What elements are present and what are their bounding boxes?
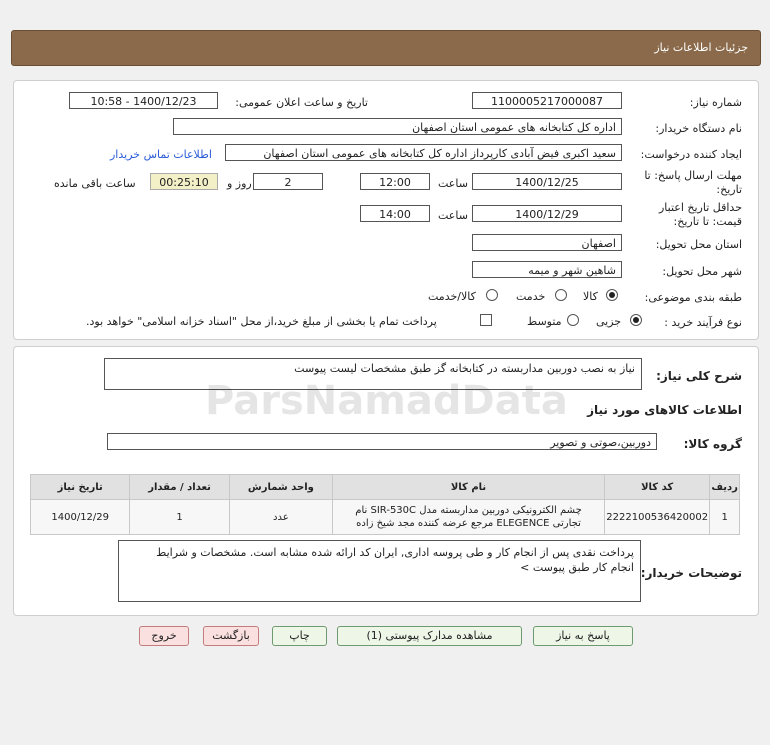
buyer-notes-field: [118, 540, 641, 602]
buyer-org-field: اداره کل کتابخانه های عمومی استان اصفهان: [173, 118, 622, 135]
col-code: کد کالا: [604, 475, 709, 500]
row-unit: عدد: [229, 500, 332, 535]
process-radio-minor[interactable]: [630, 314, 642, 326]
remaining-time-field: 00:25:10: [150, 173, 218, 190]
buyer-notes-line1: پرداخت نقدی پس از انجام کار و طی پروسه اداری, ایران کد ارائه شده مشابه است. مشخصات و شرایط: [156, 546, 634, 559]
row-code: 2222100536420002: [604, 500, 709, 535]
process-radio-medium[interactable]: [567, 314, 579, 326]
price-validity-label-2: قیمت: تا تاریخ:: [673, 215, 742, 228]
description-label: شرح کلی نیاز:: [656, 369, 742, 383]
reply-date-field: 1400/12/25: [472, 173, 622, 190]
row-index: 1: [710, 500, 740, 535]
creator-label: ایجاد کننده درخواست:: [640, 148, 742, 161]
row-name-line1: چشم الکترونیکی دوربین مداربسته مدل SIR-530C نام: [355, 505, 582, 516]
row-qty: 1: [130, 500, 229, 535]
attachments-button[interactable]: مشاهده مدارک پیوستی (1): [337, 626, 522, 646]
category-option-goods: کالا: [583, 290, 598, 303]
table-row: [31, 500, 740, 535]
payment-note: پرداخت تمام یا بخشی از مبلغ خرید،از محل "اسناد خزانه اسلامی" خواهد بود.: [86, 315, 437, 328]
remaining-label: ساعت باقی مانده: [54, 177, 136, 190]
category-option-service: خدمت: [516, 290, 546, 303]
category-option-both: کالا/خدمت: [428, 290, 476, 303]
announce-field: 1400/12/23 - 10:58: [69, 92, 218, 109]
price-time-label: ساعت: [438, 209, 468, 222]
row-name: [333, 500, 605, 535]
delivery-province-field: اصفهان: [472, 234, 622, 251]
col-name: نام کالا: [333, 475, 605, 500]
back-button[interactable]: بازگشت: [203, 626, 259, 646]
process-option-medium: متوسط: [527, 315, 562, 328]
need-number-field: 1100005217000087: [472, 92, 622, 109]
col-unit: واحد شمارش: [229, 475, 332, 500]
reply-time-field: 12:00: [360, 173, 430, 190]
delivery-city-field: شاهین شهر و میمه: [472, 261, 622, 278]
category-label: طبقه بندی موضوعی:: [644, 291, 742, 304]
col-qty: تعداد / مقدار: [130, 475, 229, 500]
goods-section-title: اطلاعات کالاهای مورد نیاز: [587, 403, 742, 417]
goods-group-field: دوربین،صوتی و تصویر: [107, 433, 657, 450]
reply-deadline-label: مهلت ارسال پاسخ: تا: [644, 169, 742, 182]
buyer-contact-link[interactable]: اطلاعات تماس خریدار: [110, 148, 212, 161]
days-field: 2: [253, 173, 323, 190]
category-radio-service[interactable]: [555, 289, 567, 301]
process-label: نوع فرآیند خرید :: [664, 316, 742, 329]
creator-field: سعید اکبری فیض آبادی کارپرداز اداره کل کتابخانه های عمومی استان اصفهان: [225, 144, 622, 161]
days-label: روز و: [227, 177, 252, 190]
buyer-org-label: نام دستگاه خریدار:: [655, 122, 742, 135]
reply-button[interactable]: پاسخ به نیاز: [533, 626, 633, 646]
description-text: نیاز به نصب دوربین مداربسته در کتابخانه گز طبق مشخصات لیست پیوست: [294, 362, 635, 375]
price-date-field: 1400/12/29: [472, 205, 622, 222]
category-radio-both[interactable]: [486, 289, 498, 301]
treasury-checkbox[interactable]: [480, 314, 492, 326]
buyer-notes-line2: انجام کار طبق پیوست >: [520, 561, 634, 574]
price-time-field: 14:00: [360, 205, 430, 222]
page-title: جزئیات اطلاعات نیاز: [654, 41, 748, 54]
row-name-line2: تجارتی ELEGENCE مرجع عرضه کننده مجد شیخ زاده: [356, 518, 581, 529]
category-radio-goods[interactable]: [606, 289, 618, 301]
need-number-label: شماره نیاز:: [689, 96, 742, 109]
goods-group-label: گروه کالا:: [683, 437, 742, 451]
announce-label: تاریخ و ساعت اعلان عمومی:: [235, 96, 368, 109]
delivery-province-label: استان محل تحویل:: [655, 238, 742, 251]
goods-table-header: [31, 475, 740, 500]
process-option-minor: جزیی: [596, 315, 622, 328]
exit-button[interactable]: خروج: [139, 626, 189, 646]
buyer-notes-label: توضیحات خریدار:: [640, 566, 742, 580]
page-header: [11, 30, 761, 66]
col-index: ردیف: [710, 475, 740, 500]
watermark-text: ParsNamadData: [205, 378, 568, 424]
goods-table: [30, 474, 740, 535]
print-button[interactable]: چاپ: [272, 626, 327, 646]
row-date: 1400/12/29: [31, 500, 130, 535]
reply-time-label: ساعت: [438, 177, 468, 190]
col-date: تاریخ نیاز: [31, 475, 130, 500]
delivery-city-label: شهر محل تحویل:: [662, 265, 742, 278]
price-validity-label: حداقل تاریخ اعتبار: [658, 201, 742, 214]
reply-deadline-label-2: تاریخ:: [716, 183, 742, 196]
